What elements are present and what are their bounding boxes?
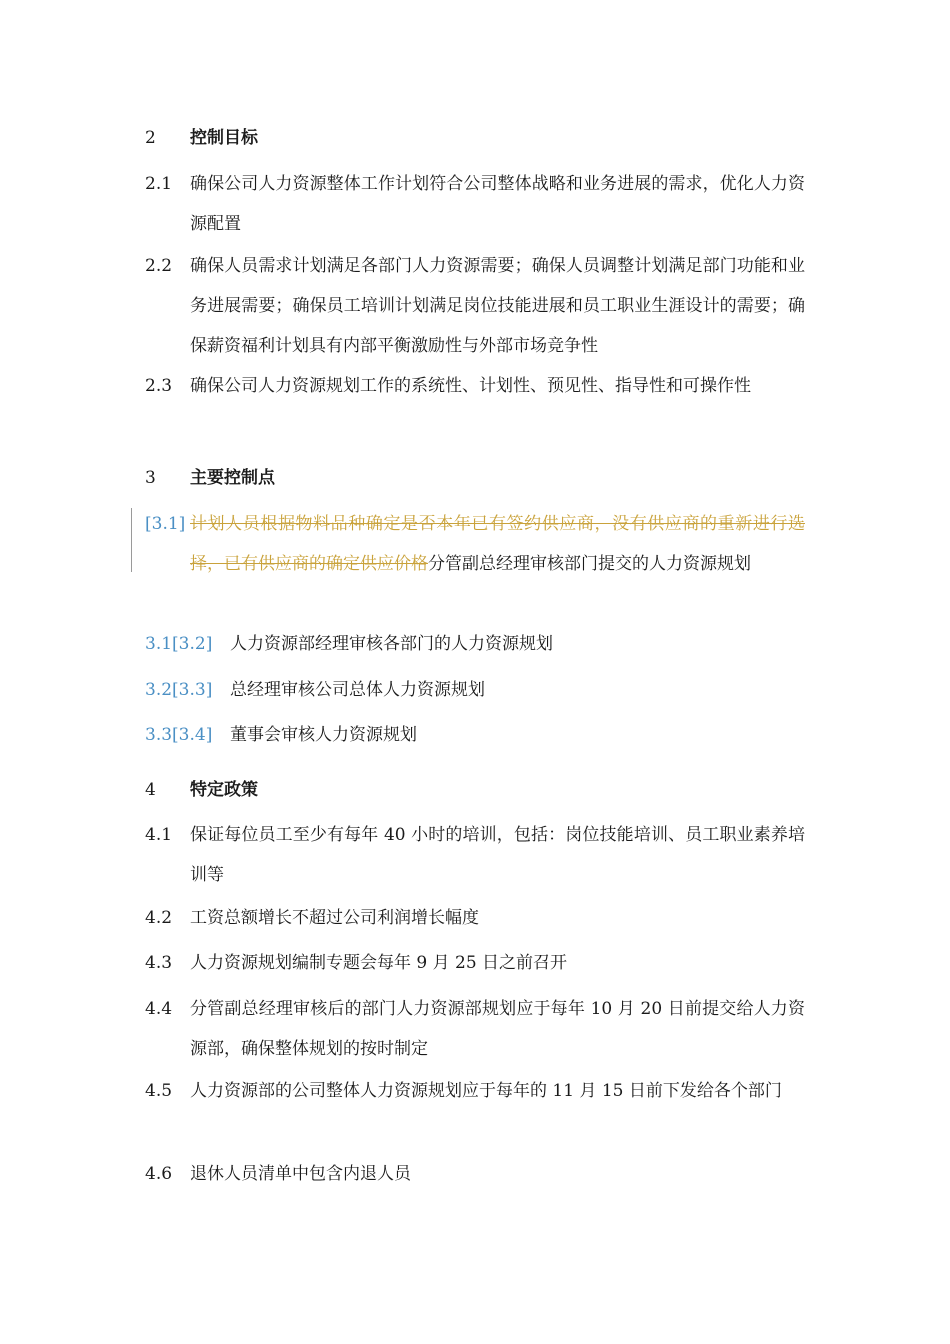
clause-4-3 xyxy=(145,943,805,983)
old-number: [3.3] xyxy=(172,680,213,700)
section-title: 主要控制点 xyxy=(190,468,275,488)
clause-3-2 xyxy=(145,670,805,710)
clause-3-revised xyxy=(145,504,805,584)
section-title: 特定政策 xyxy=(190,780,258,800)
clause-number: 2.2 xyxy=(145,256,173,276)
clause-text: 董事会审核人力资源规划 xyxy=(230,725,417,745)
clause-text: 分管副总经理审核后的部门人力资源部规划应于每年 10 月 20 日前提交给人力资源部，确保整体规划的按时制定 xyxy=(190,999,805,1059)
clause-text: 退休人员清单中包含内退人员 xyxy=(190,1164,411,1184)
clause-number: 4.4 xyxy=(145,999,173,1019)
clause-text: 工资总额增长不超过公司利润增长幅度 xyxy=(190,908,479,928)
section-title: 控制目标 xyxy=(190,128,258,148)
clause-text: 人力资源部的公司整体人力资源规划应于每年的 11 月 15 日前下发给各个部门 xyxy=(190,1081,782,1101)
clause-text xyxy=(190,504,805,584)
clause-4-1 xyxy=(145,815,805,895)
clause-text: 确保公司人力资源整体工作计划符合公司整体战略和业务进展的需求，优化人力资源配置 xyxy=(190,174,805,234)
revision-change-bar xyxy=(131,508,132,572)
clause-4-4 xyxy=(145,989,805,1069)
clause-text: 确保人员需求计划满足各部门人力资源需要；确保人员调整计划满足部门功能和业务进展需要；确保员工培训计划满足岗位技能进展和员工职业生涯设计的需要；确保薪资福利计划具有内部平衡激励性与外部市场竞争性 xyxy=(190,256,805,356)
section-number: 4 xyxy=(145,780,156,800)
clause-3-1 xyxy=(145,624,805,664)
clause-number: 4.6 xyxy=(145,1164,173,1184)
old-number: [3.4] xyxy=(172,725,213,745)
clause-3-3 xyxy=(145,715,805,755)
clause-text: 总经理审核公司总体人力资源规划 xyxy=(230,680,485,700)
clause-4-2 xyxy=(145,898,805,938)
inserted-text: 分管副总经理审核部门提交的人力资源规划 xyxy=(428,554,751,574)
clause-number: 4.5 xyxy=(145,1081,173,1101)
clause-2-1 xyxy=(145,164,805,244)
revision-number: [3.1] xyxy=(145,514,186,534)
section-number: 2 xyxy=(145,128,156,148)
old-number: [3.2] xyxy=(172,634,213,654)
clause-text: 保证每位员工至少有每年 40 小时的培训，包括：岗位技能培训、员工职业素养培训等 xyxy=(190,825,805,885)
deleted-text: 计划人员根据物料品种确定是否本年已有签约供应商，没有供应商的重新进行选择，已有供应商的确定供应价格 xyxy=(190,514,805,574)
clause-number: 4.2 xyxy=(145,908,173,928)
clause-number xyxy=(145,624,212,664)
clause-number: 4.3 xyxy=(145,953,173,973)
new-number: 3.2 xyxy=(145,680,173,700)
section-number: 3 xyxy=(145,468,156,488)
clause-text: 人力资源部经理审核各部门的人力资源规划 xyxy=(230,634,553,654)
new-number: 3.1 xyxy=(145,634,173,654)
clause-4-6 xyxy=(145,1154,805,1194)
clause-number: 2.3 xyxy=(145,376,173,396)
clause-number xyxy=(145,670,212,710)
clause-number xyxy=(145,715,212,755)
clause-number: 4.1 xyxy=(145,825,173,845)
clause-4-5 xyxy=(145,1071,805,1111)
section-2-heading xyxy=(145,126,258,150)
clause-number: 2.1 xyxy=(145,174,173,194)
clause-text: 人力资源规划编制专题会每年 9 月 25 日之前召开 xyxy=(190,953,568,973)
section-4-heading xyxy=(145,778,258,802)
section-3-heading xyxy=(145,466,275,490)
new-number: 3.3 xyxy=(145,725,173,745)
clause-text: 确保公司人力资源规划工作的系统性、计划性、预见性、指导性和可操作性 xyxy=(190,376,751,396)
clause-2-3 xyxy=(145,366,805,406)
clause-2-2 xyxy=(145,246,805,366)
